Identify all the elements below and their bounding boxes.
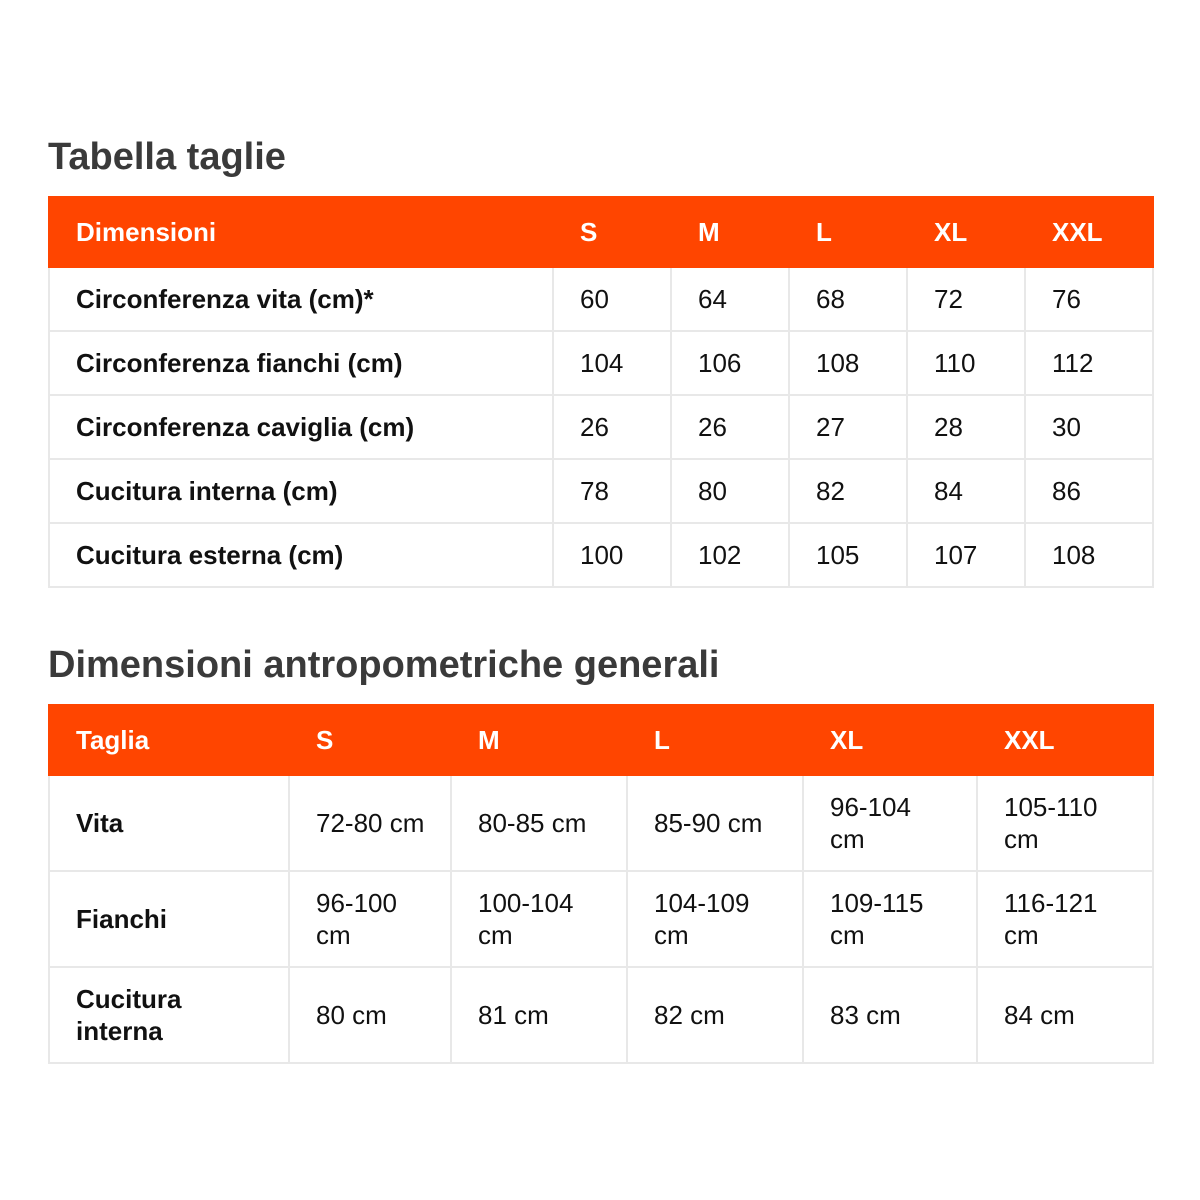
cell-value: 112 bbox=[1025, 331, 1153, 395]
cell-value: 76 bbox=[1025, 267, 1153, 331]
cell-value: 26 bbox=[671, 395, 789, 459]
cell-value: 82 bbox=[789, 459, 907, 523]
cell-value: 80-85 cm bbox=[451, 775, 627, 871]
cell-value: 116-121 cm bbox=[977, 871, 1153, 967]
cell-value: 28 bbox=[907, 395, 1025, 459]
header-size: Taglia bbox=[49, 705, 289, 775]
cell-value: 100-104 cm bbox=[451, 871, 627, 967]
cell-value: 108 bbox=[789, 331, 907, 395]
cell-value: 85-90 cm bbox=[627, 775, 803, 871]
cell-value: 64 bbox=[671, 267, 789, 331]
size-chart-table bbox=[48, 196, 1154, 588]
header-size-l: L bbox=[789, 197, 907, 267]
cell-value: 110 bbox=[907, 331, 1025, 395]
cell-value: 72-80 cm bbox=[289, 775, 451, 871]
header-size-xxl: XXL bbox=[977, 705, 1153, 775]
header-size-s: S bbox=[553, 197, 671, 267]
row-label: Fianchi bbox=[49, 871, 289, 967]
header-dimensions: Dimensioni bbox=[49, 197, 553, 267]
cell-value: 102 bbox=[671, 523, 789, 587]
row-label: Cucitura interna bbox=[49, 967, 289, 1063]
table-row bbox=[49, 775, 1153, 871]
header-size-l: L bbox=[627, 705, 803, 775]
anthropometric-title: Dimensioni antropometriche generali bbox=[48, 644, 720, 686]
row-label: Circonferenza fianchi (cm) bbox=[49, 331, 553, 395]
cell-value: 81 cm bbox=[451, 967, 627, 1063]
cell-value: 78 bbox=[553, 459, 671, 523]
cell-value: 30 bbox=[1025, 395, 1153, 459]
header-size-m: M bbox=[671, 197, 789, 267]
cell-value: 104-109 cm bbox=[627, 871, 803, 967]
cell-value: 96-100 cm bbox=[289, 871, 451, 967]
cell-value: 84 cm bbox=[977, 967, 1153, 1063]
cell-value: 68 bbox=[789, 267, 907, 331]
table-row bbox=[49, 267, 1153, 331]
table-header-row bbox=[49, 705, 1153, 775]
row-label: Vita bbox=[49, 775, 289, 871]
cell-value: 80 cm bbox=[289, 967, 451, 1063]
table-row bbox=[49, 395, 1153, 459]
cell-value: 106 bbox=[671, 331, 789, 395]
header-size-xxl: XXL bbox=[1025, 197, 1153, 267]
cell-value: 27 bbox=[789, 395, 907, 459]
cell-value: 105 bbox=[789, 523, 907, 587]
table-row bbox=[49, 331, 1153, 395]
table-row bbox=[49, 459, 1153, 523]
cell-value: 109-115 cm bbox=[803, 871, 977, 967]
cell-value: 80 bbox=[671, 459, 789, 523]
header-size-xl: XL bbox=[803, 705, 977, 775]
cell-value: 107 bbox=[907, 523, 1025, 587]
cell-value: 60 bbox=[553, 267, 671, 331]
header-size-m: M bbox=[451, 705, 627, 775]
cell-value: 83 cm bbox=[803, 967, 977, 1063]
cell-value: 104 bbox=[553, 331, 671, 395]
cell-value: 84 bbox=[907, 459, 1025, 523]
header-size-s: S bbox=[289, 705, 451, 775]
cell-value: 108 bbox=[1025, 523, 1153, 587]
table-row bbox=[49, 523, 1153, 587]
cell-value: 82 cm bbox=[627, 967, 803, 1063]
anthropometric-table bbox=[48, 704, 1154, 1064]
cell-value: 26 bbox=[553, 395, 671, 459]
row-label: Circonferenza caviglia (cm) bbox=[49, 395, 553, 459]
cell-value: 96-104 cm bbox=[803, 775, 977, 871]
cell-value: 72 bbox=[907, 267, 1025, 331]
row-label: Cucitura esterna (cm) bbox=[49, 523, 553, 587]
size-chart-title: Tabella taglie bbox=[48, 136, 286, 178]
table-header-row bbox=[49, 197, 1153, 267]
table-row bbox=[49, 967, 1153, 1063]
cell-value: 100 bbox=[553, 523, 671, 587]
table-row bbox=[49, 871, 1153, 967]
cell-value: 105-110 cm bbox=[977, 775, 1153, 871]
header-size-xl: XL bbox=[907, 197, 1025, 267]
row-label: Cucitura interna (cm) bbox=[49, 459, 553, 523]
row-label: Circonferenza vita (cm)* bbox=[49, 267, 553, 331]
cell-value: 86 bbox=[1025, 459, 1153, 523]
